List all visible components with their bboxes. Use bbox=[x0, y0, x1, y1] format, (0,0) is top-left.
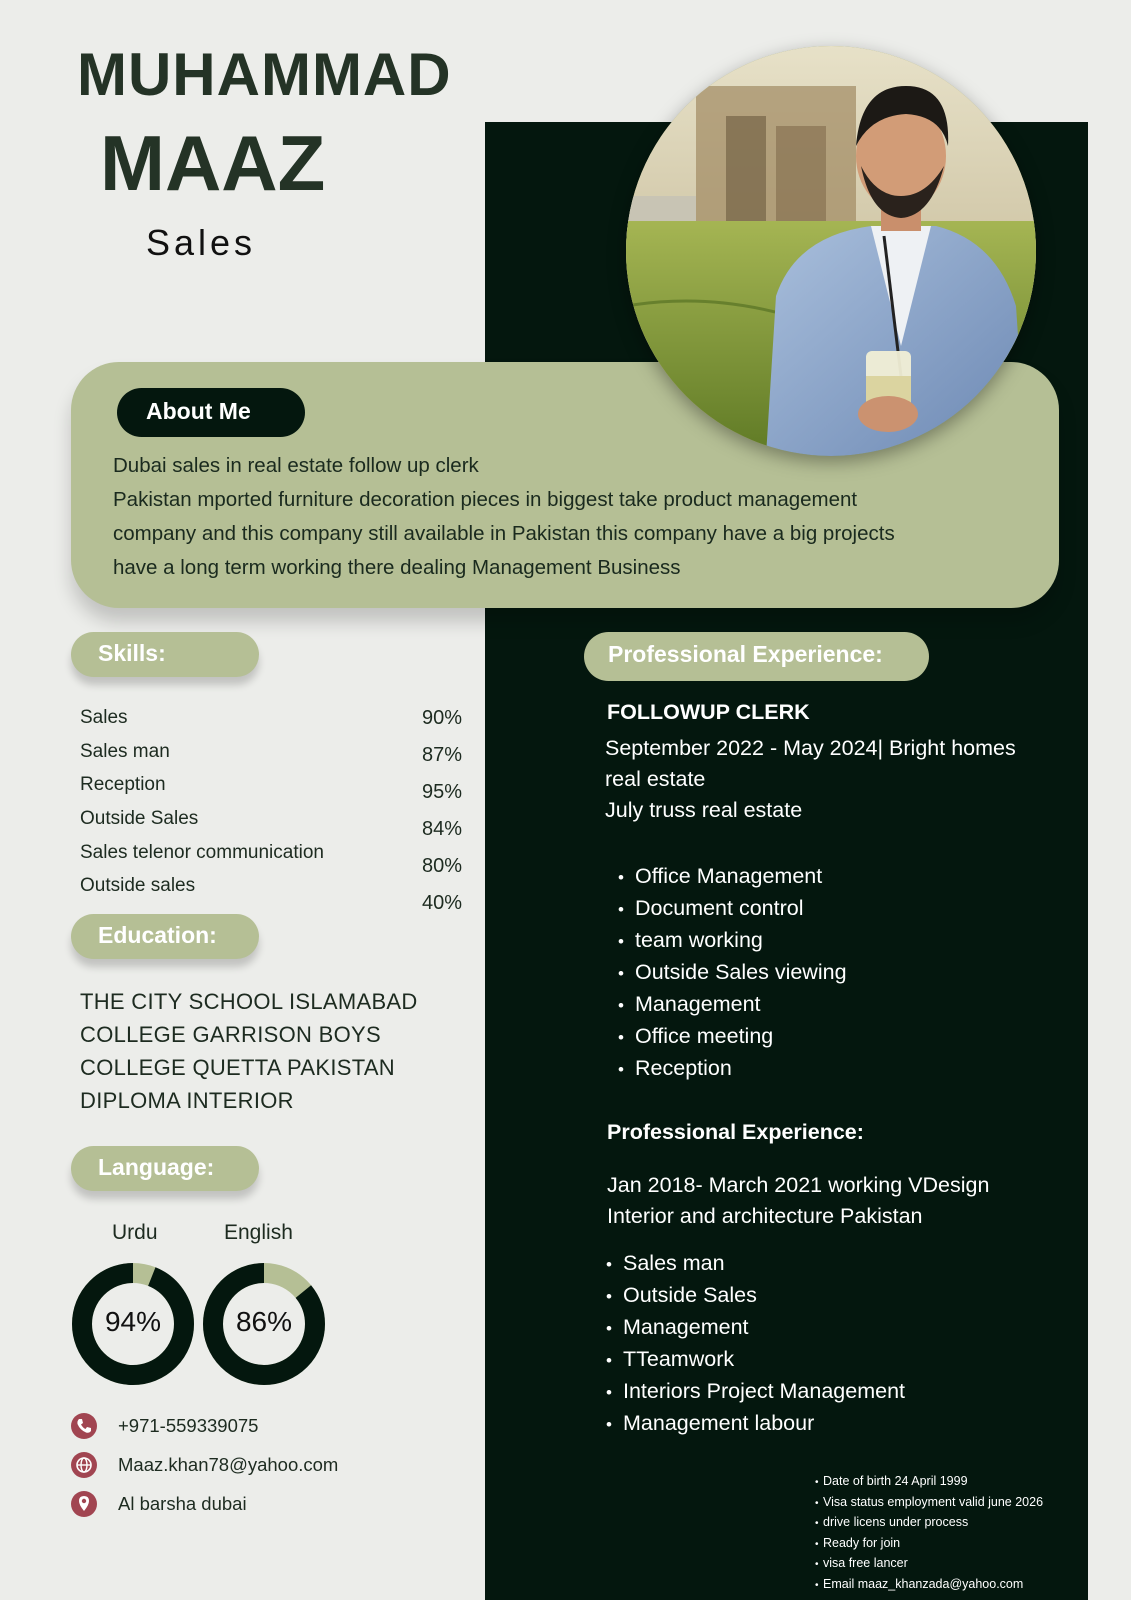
job1-duties bbox=[618, 861, 847, 1085]
personal-info-list bbox=[815, 1472, 1043, 1596]
personal-info-item: • Email maaz_khanzada@yahoo.com bbox=[815, 1575, 1043, 1596]
urdu-percent: 94% bbox=[104, 1306, 162, 1337]
job-dates-line: Jan 2018- March 2021 working VDesign bbox=[607, 1173, 990, 1197]
skills-heading: Skills: bbox=[71, 632, 259, 677]
skill-name: Sales bbox=[80, 707, 128, 728]
education-list bbox=[80, 985, 418, 1117]
duty-item: • Management bbox=[618, 989, 847, 1021]
experience2-heading: Professional Experience: bbox=[607, 1120, 864, 1144]
job-dates-line: September 2022 - May 2024| Bright homes bbox=[605, 736, 1016, 760]
skill-percent: 87% bbox=[422, 744, 463, 766]
skill-name: Outside Sales bbox=[80, 808, 199, 829]
about-line: Pakistan mported furniture decoration pieces in biggest take product management bbox=[113, 488, 858, 511]
phone-icon bbox=[71, 1413, 97, 1439]
about-line: have a long term working there dealing Management Business bbox=[113, 556, 681, 579]
duty-item: • Management bbox=[606, 1312, 905, 1344]
job-dates-line: real estate bbox=[605, 767, 706, 791]
profile-photo-illustration bbox=[626, 46, 1036, 456]
duty-item: • Document control bbox=[618, 893, 847, 925]
language-name: Urdu bbox=[112, 1221, 158, 1244]
personal-info-item: • Ready for join bbox=[815, 1534, 1043, 1555]
language-heading: Language: bbox=[71, 1146, 259, 1191]
phone-number[interactable]: +971-559339075 bbox=[118, 1415, 259, 1436]
duty-item: • Interiors Project Management bbox=[606, 1376, 905, 1408]
education-line: COLLEGE QUETTA PAKISTAN bbox=[80, 1055, 395, 1080]
education-line: COLLEGE GARRISON BOYS bbox=[80, 1022, 381, 1047]
skill-percent: 40% bbox=[422, 892, 463, 914]
first-name: MUHAMMAD bbox=[77, 41, 452, 108]
language-name: English bbox=[224, 1221, 293, 1244]
duty-item: • TTeamwork bbox=[606, 1344, 905, 1376]
last-name: MAAZ bbox=[100, 119, 326, 207]
skill-name: Sales man bbox=[80, 741, 170, 762]
duty-item: • Outside Sales viewing bbox=[618, 957, 847, 989]
duty-item: • Office Management bbox=[618, 861, 847, 893]
english-percent: 86% bbox=[235, 1306, 293, 1337]
address: Al barsha dubai bbox=[118, 1493, 247, 1514]
skill-name: Outside sales bbox=[80, 875, 196, 896]
about-me-text bbox=[113, 449, 1013, 585]
job-dates bbox=[605, 733, 1055, 826]
skill-name: Sales telenor communication bbox=[80, 842, 324, 863]
email-address[interactable]: Maaz.khan78@yahoo.com bbox=[118, 1454, 339, 1475]
duty-item: • team working bbox=[618, 925, 847, 957]
personal-info-item: • drive licens under process bbox=[815, 1513, 1043, 1534]
about-line: Dubai sales in real estate follow up clerk bbox=[113, 454, 479, 477]
duty-item: • Reception bbox=[618, 1053, 847, 1085]
about-me-heading: About Me bbox=[117, 388, 305, 437]
personal-info-item: • visa free lancer bbox=[815, 1554, 1043, 1575]
job-dates-line: July truss real estate bbox=[605, 798, 803, 822]
job-role: Sales bbox=[146, 222, 257, 263]
job2-duties bbox=[606, 1248, 905, 1440]
duty-item: • Management labour bbox=[606, 1408, 905, 1440]
job2-dates bbox=[607, 1170, 1067, 1232]
globe-icon bbox=[71, 1452, 97, 1478]
personal-info-item: • Visa status employment valid june 2026 bbox=[815, 1493, 1043, 1514]
experience-heading: Professional Experience: bbox=[584, 632, 929, 681]
job-dates-line: Interior and architecture Pakistan bbox=[607, 1204, 923, 1228]
skill-percent: 84% bbox=[422, 818, 463, 840]
job-title: FOLLOWUP CLERK bbox=[607, 700, 810, 724]
duty-item: • Outside Sales bbox=[606, 1280, 905, 1312]
skill-percent: 80% bbox=[422, 855, 463, 877]
duty-item: • Sales man bbox=[606, 1248, 905, 1280]
personal-info-item: • Date of birth 24 April 1999 bbox=[815, 1472, 1043, 1493]
education-heading: Education: bbox=[71, 914, 259, 959]
duty-item: • Office meeting bbox=[618, 1021, 847, 1053]
profile-photo bbox=[626, 46, 1036, 456]
about-line: company and this company still available in Pakistan this company have a big projects bbox=[113, 522, 895, 545]
skill-name: Reception bbox=[80, 774, 166, 795]
skill-percent: 95% bbox=[422, 781, 463, 803]
education-line: THE CITY SCHOOL ISLAMABAD bbox=[80, 989, 418, 1014]
education-line: DIPLOMA INTERIOR bbox=[80, 1088, 294, 1113]
location-pin-icon bbox=[71, 1491, 97, 1517]
skill-percent: 90% bbox=[422, 707, 463, 729]
